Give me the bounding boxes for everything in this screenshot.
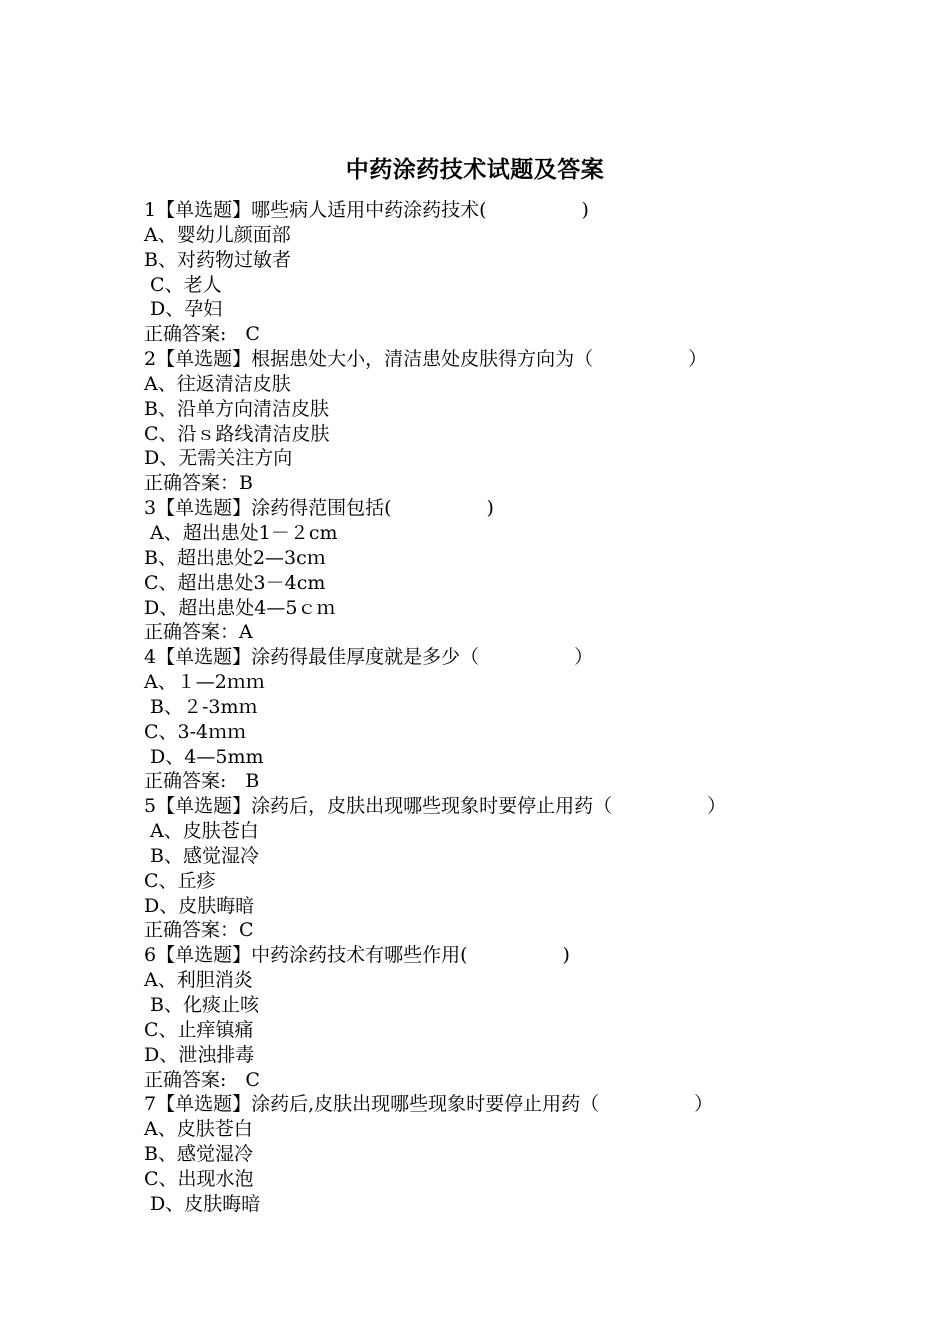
text-line: D、4—5mm	[144, 745, 264, 768]
text-line: 2【单选题】根据患处大小，清洁患处皮肤得方向为（ ）	[144, 348, 708, 371]
text-line: B、超出患处2—3cｍ	[144, 546, 326, 569]
text-line: 1【单选题】哪些病人适用中药涂药技术( )	[144, 199, 589, 221]
question-list	[144, 198, 824, 1217]
text-line: 7【单选题】涂药后,皮肤出现哪些现象时要停止用药（ ）	[144, 1093, 714, 1116]
text-line: C、止痒镇痛	[144, 1018, 254, 1041]
text-line: 正确答案: C	[144, 323, 260, 346]
text-line: A、超出患处1－２cm	[144, 521, 338, 544]
text-line: C、丘疹	[144, 869, 216, 892]
text-line: D、孕妇	[144, 298, 223, 321]
text-line: 正确答案：C	[144, 919, 254, 942]
text-line: B、沿单方向清洁皮肤	[144, 397, 329, 420]
text-line: 5【单选题】涂药后，皮肤出现哪些现象时要停止用药（ ）	[144, 795, 727, 818]
text-line: B、感觉湿冷	[144, 844, 260, 867]
text-line: C、3-4ｍｍ	[144, 720, 247, 743]
text-line: C、超出患处3－4cm	[144, 571, 326, 594]
text-line: 正确答案：A	[144, 621, 253, 644]
text-line: 4【单选题】涂药得最佳厚度就是多少（ ）	[144, 646, 594, 669]
text-line: D、皮肤晦暗	[144, 1192, 261, 1215]
text-line: 正确答案: C	[144, 1068, 260, 1091]
text-line: B、对药物过敏者	[144, 248, 291, 271]
text-line: B、化痰止咳	[144, 994, 260, 1016]
text-line: B、２-3mｍ	[144, 695, 258, 718]
text-line: A、利胆消炎	[144, 969, 253, 992]
text-line: A、皮肤苍白	[144, 820, 259, 843]
text-line: 6【单选题】中药涂药技术有哪些作用( )	[144, 944, 570, 967]
text-line: C、老人	[144, 273, 222, 296]
text-line: A、往返清洁皮肤	[144, 372, 291, 395]
text-line: C、出现水泡	[144, 1167, 254, 1190]
text-line: B、感觉湿冷	[144, 1143, 253, 1166]
text-line: A、１—2ｍｍ	[144, 671, 265, 694]
text-line: D、无需关注方向	[144, 447, 293, 470]
text-line: C、沿ｓ路线清洁皮肤	[144, 422, 330, 445]
document-title: 中药涂药技术试题及答案	[345, 157, 605, 183]
text-line: D、泄浊排毒	[144, 1043, 255, 1066]
text-line: D、超出患处4—5ｃｍ	[144, 596, 336, 619]
text-line: 正确答案: B	[144, 770, 260, 793]
text-line: A、皮肤苍白	[144, 1118, 253, 1141]
text-line: 正确答案：B	[144, 472, 253, 495]
text-line: D、皮肤晦暗	[144, 894, 255, 917]
text-line: A、婴幼儿颜面部	[144, 223, 291, 246]
text-line: 3【单选题】涂药得范围包括( )	[144, 497, 494, 520]
